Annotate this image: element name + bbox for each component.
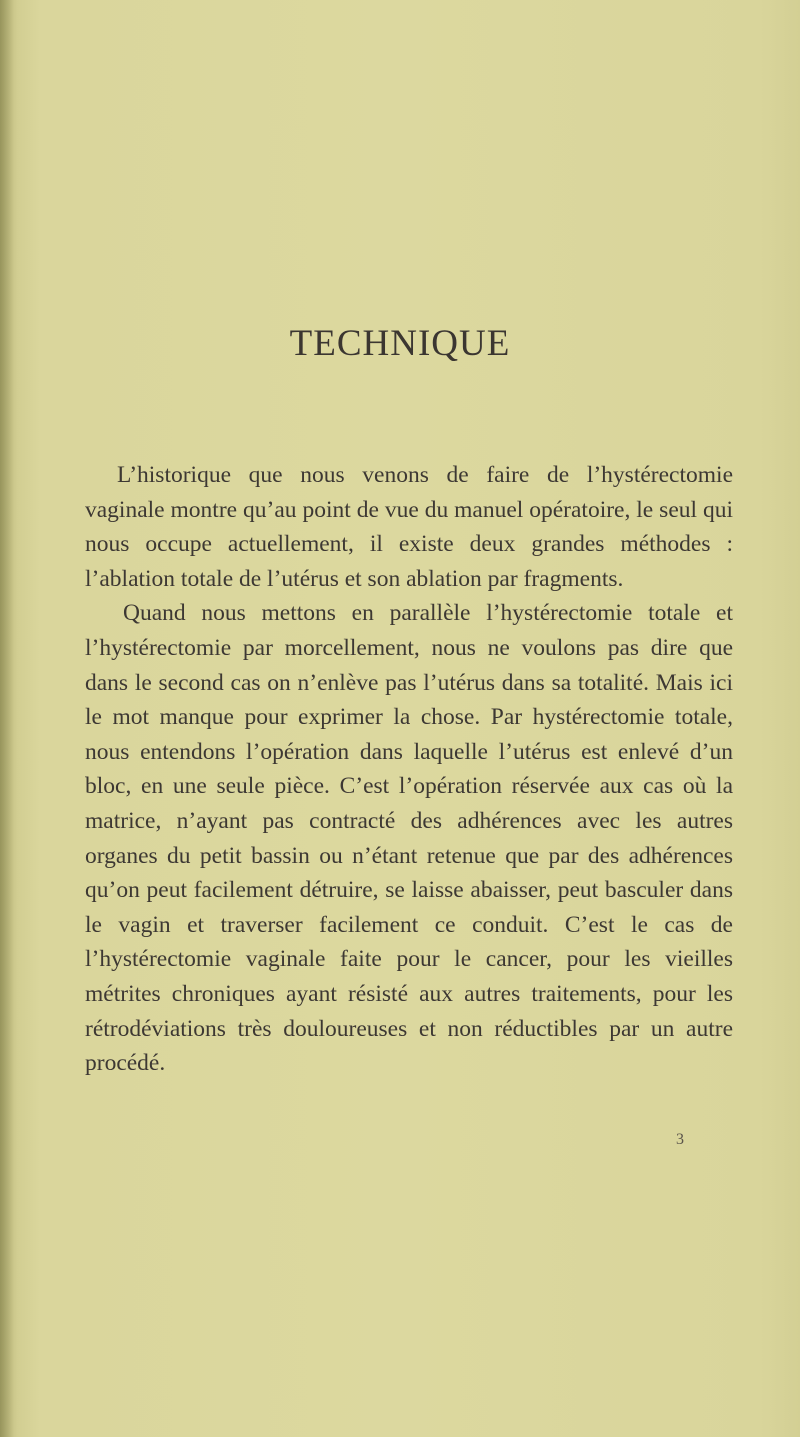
paragraph-1: L’historique que nous venons de faire de l’hystérectomie vaginale montre qu’au point de vue du manuel opératoire, le seul qui nous occupe actuellement, il existe deux grandes méthodes : l’ablation totale de l’utérus et son ablation par fragments. bbox=[85, 462, 733, 592]
paragraph-2: Quand nous mettons en parallèle l’hystérectomie totale et l’hystérectomie par morcellement, nous ne voulons pas dire que dans le second cas on n’enlève pas l’utérus dans sa totalité. Mais ici le mot manque pour exprimer la chose. Par hystérectomie totale, nous entendons l’opération dans laquelle l’utérus est enlevé d’un bloc, en une seule pièce. C’est l’opération réservée aux cas où la matrice, n’ayant pas contracté des adhérences avec les autres organes du petit bassin ou n’étant retenue que par des adhérences qu’on peut facilement détruire, se laisse abaisser, peut basculer dans le vagin et traverser facilement ce conduit. C’est le cas de l’hystérectomie vaginale faite pour le cancer, pour les vieilles métrites chroniques ayant résisté aux autres traitements, pour les rétrodéviations très douloureuses et non réductibles par un autre procédé. bbox=[85, 600, 733, 1077]
page-number: 3 bbox=[676, 1131, 684, 1148]
body-text bbox=[85, 458, 733, 1081]
page-spine-shadow bbox=[0, 0, 14, 1437]
chapter-title: TECHNIQUE bbox=[289, 323, 511, 364]
